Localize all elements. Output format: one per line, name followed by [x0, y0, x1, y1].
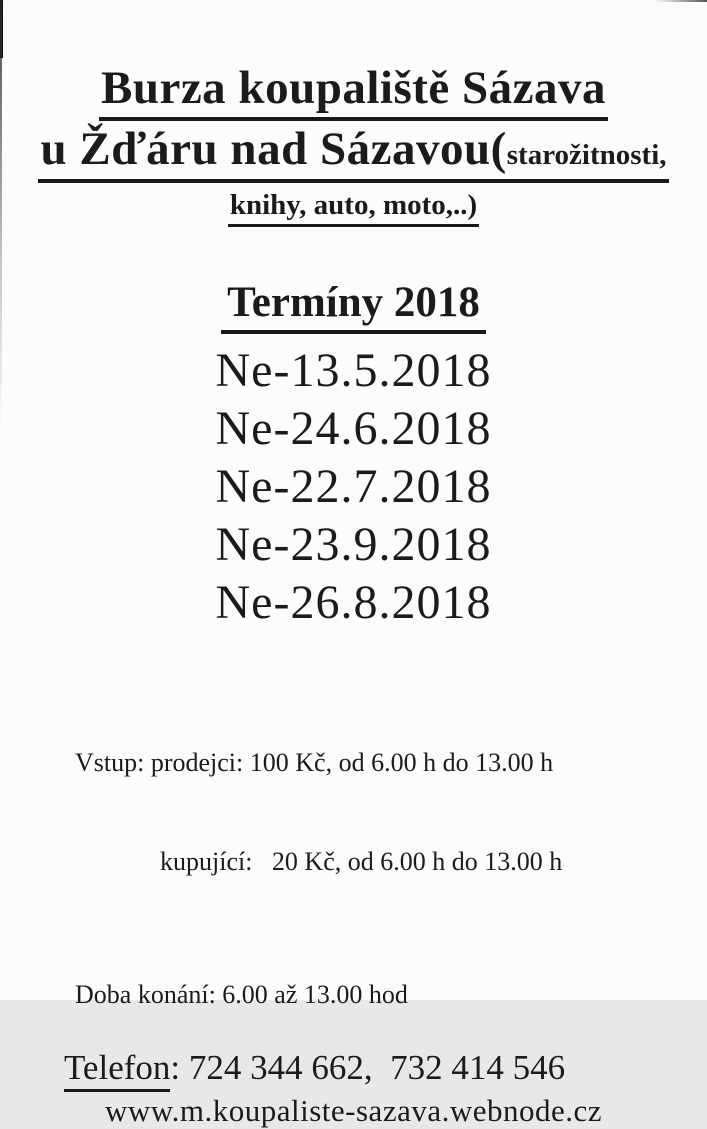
flyer-title-line1: [0, 60, 707, 121]
phone-numbers: 724 344 662, 732 414 546: [188, 1048, 566, 1088]
pricing-section: [0, 680, 707, 944]
event-date: Ne-26.8.2018: [215, 576, 492, 630]
flyer-title-line2: [0, 121, 707, 182]
scan-artifact-top-right: [655, 0, 707, 2]
flyer-title-line3: [0, 188, 707, 227]
phone-separator: :: [170, 1048, 189, 1088]
website-url: www.m.koupaliste-sazava.webnode.cz: [104, 1093, 603, 1129]
schedule-heading: [0, 277, 707, 335]
event-date: Ne-24.6.2018: [215, 402, 492, 456]
scan-artifact-left-fade: [0, 0, 2, 430]
event-date: Ne-13.5.2018: [215, 344, 492, 398]
flyer-title-text: Burza koupaliště Sázava: [99, 60, 608, 121]
event-date-list: [0, 342, 707, 632]
flyer-header: [0, 0, 707, 227]
phone-line: [0, 1047, 707, 1092]
flyer-items-text: knihy, auto, moto,..): [228, 188, 479, 227]
flyer-subtitle-text: [38, 121, 668, 182]
pricing-line-sellers: Vstup: prodejci: 100 Kč, od 6.00 h do 13.00 h: [75, 748, 554, 778]
schedule-heading-text: Termíny 2018: [221, 277, 486, 335]
event-date: Ne-22.7.2018: [215, 460, 492, 514]
event-date: Ne-23.9.2018: [215, 518, 492, 572]
flyer-subtitle-main: u Žďáru nad Sázavou(: [40, 123, 507, 176]
schedule-section: [0, 277, 707, 633]
pricing-line-buyers: kupující: 20 Kč, od 6.00 h do 13.00 h: [160, 847, 563, 877]
phone-label: Telefon: [64, 1047, 170, 1092]
flyer-subtitle-small: starožitnosti,: [506, 139, 667, 172]
opening-hours: Doba konání: 6.00 až 13.00 hod: [75, 980, 408, 1010]
